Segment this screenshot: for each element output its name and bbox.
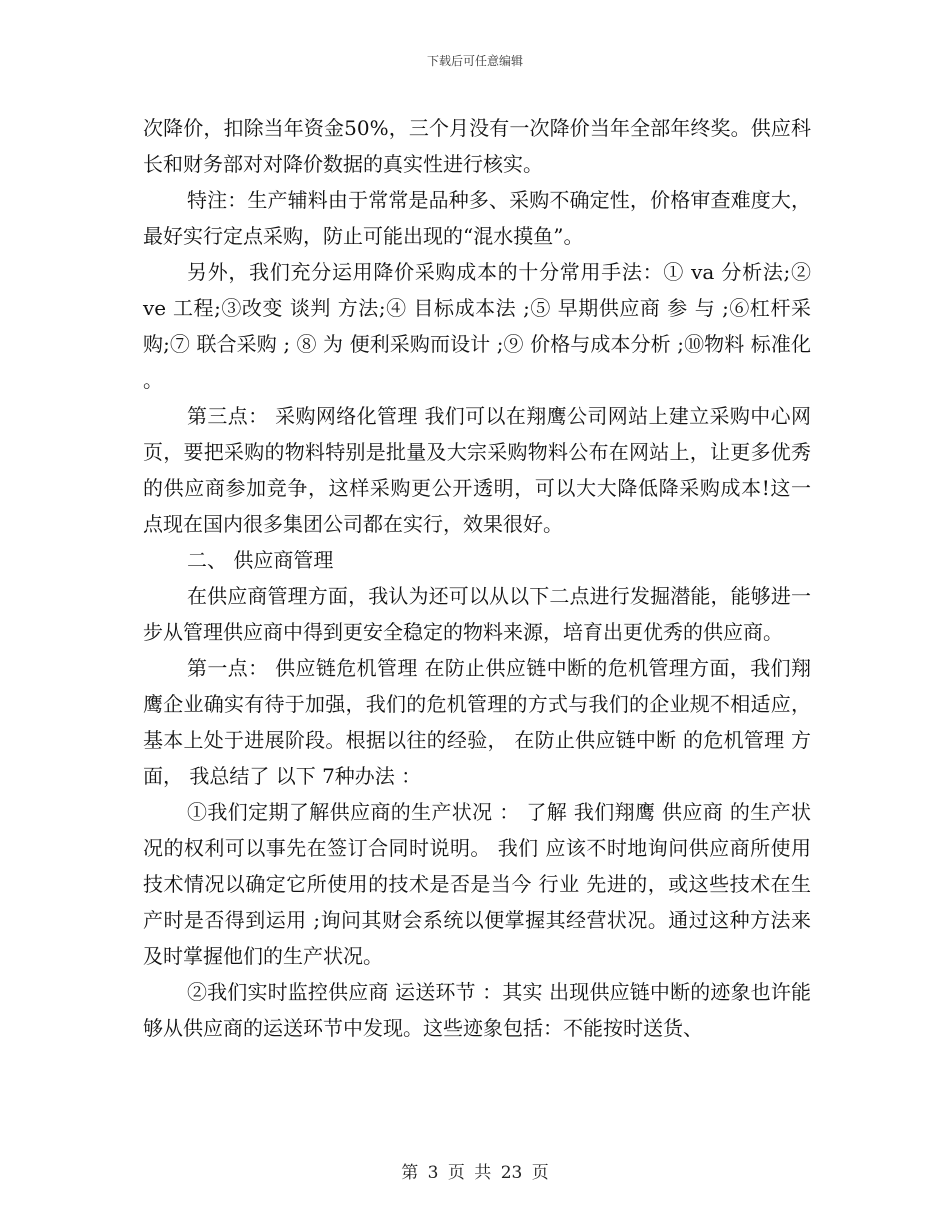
paragraph-method-1: ①我们定期了解供应商的生产状况 ： 了解 我们翔鹰 供应商 的生产状况的权利可以事先在签订合同时说明。 我们 应该不时地询问供应商所使用技术情况以确定它所使用的技术是否是当今 行业 先进的，或这些技术在生产时是否得到运用 ;询问其财会系统以便掌握其经营状况。通过这种方法来及时掌握他们的生产状况。 (143, 800, 811, 968)
page-number-footer: 第 3 页 共 23 页 (401, 1163, 549, 1183)
page-header-note: 下载后可任意编辑 (426, 54, 523, 68)
document-body (143, 110, 818, 1046)
paragraph-procurement-network: 第三点： 采购网络化管理 我们可以在翔鹰公司网站上建立采购中心网页，要把采购的物料特别是批量及大宗采购物料公布在网站上，让更多优秀的供应商参加竞争，这样采购更公开透明，可以大大降低降采购成本!这一点现在国内很多集团公司都在实行，效果很好。 (143, 404, 811, 536)
paragraph-method-2: ②我们实时监控供应商 运送环节 ：其实 出现供应链中断的迹象也许能够从供应商的运送环节中发现。这些迹象包括：不能按时送货、 (143, 980, 811, 1040)
section-heading-supplier-management: 二、 供应商管理 (187, 548, 334, 572)
paragraph-price-reduction-penalty: 次降价，扣除当年资金50%，三个月没有一次降价当年全部年终奖。供应科长和财务部对对降价数据的真实性进行核实。 (143, 116, 811, 176)
paragraph-cost-reduction-methods: 另外，我们充分运用降价采购成本的十分常用手法：① va 分析法;② ve 工程;③改变 谈判 方法;④ 目标成本法 ;⑤ 早期供应商 参 与 ;⑥杠杆采购;⑦ 联合采购 ; ⑧ 为 便利采购而设计 ;⑨ 价格与成本分析 ;⑩物料 标准化 。 (143, 260, 818, 392)
paragraph-supplier-management-intro: 在供应商管理方面，我认为还可以从以下二点进行发掘潜能，能够进一步从管理供应商中得到更安全稳定的物料来源，培育出更优秀的供应商。 (143, 584, 811, 644)
paragraph-special-note: 特注：生产辅料由于常常是品种多、采购不确定性，价格审查难度大，最好实行定点采购，防止可能出现的“混水摸鱼”。 (143, 188, 811, 248)
paragraph-supply-chain-crisis: 第一点： 供应链危机管理 在防止供应链中断的危机管理方面，我们翔鹰企业确实有待于加强，我们的危机管理的方式与我们的企业规不相适应，基本上处于进展阶段。根据以往的经验， 在防止供应链中断 的危机管理 方面， 我总结了 以下 7种办法 ： (143, 656, 811, 788)
